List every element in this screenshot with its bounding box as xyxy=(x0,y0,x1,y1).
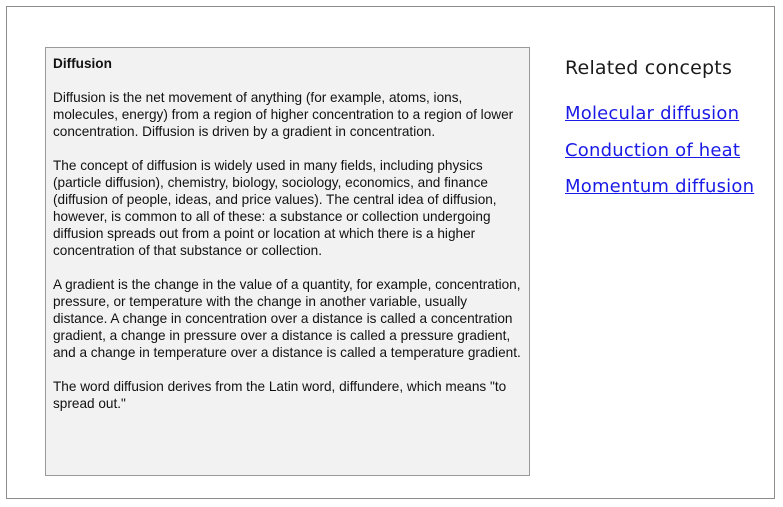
page-frame xyxy=(6,6,775,499)
article-panel xyxy=(45,47,530,476)
link-conduction-of-heat[interactable]: Conduction of heat xyxy=(565,139,741,161)
related-concepts-panel xyxy=(565,57,775,213)
article-paragraph: The concept of diffusion is widely used in many fields, including physics (particle diffusion), chemistry, biology, sociology, economics, and finance (diffusion of people, ideas, and price values). The central idea of diffusion, however, is common to all of these: a substance or collection undergoing diffusion spreads out from a point or location at which there is a higher concentration of that substance or collection. xyxy=(53,158,497,258)
link-momentum-diffusion[interactable]: Momentum diffusion xyxy=(565,176,755,197)
related-concepts-heading: Related concepts xyxy=(565,57,733,79)
article-title: Diffusion xyxy=(53,56,112,71)
link-molecular-diffusion[interactable]: Molecular diffusion xyxy=(565,103,740,124)
article-paragraph: Diffusion is the net movement of anything (for example, atoms, ions, molecules, energy) from a region of higher concentration to a region of lower concentration. Diffusion is driven by a gradient in concentration. xyxy=(53,90,514,139)
article-paragraph: The word diffusion derives from the Latin word, diffundere, which means "to spread out." xyxy=(53,379,507,411)
article-paragraph: A gradient is the change in the value of a quantity, for example, concentration, pressure, or temperature with the change in another variable, usually distance. A change in concentration over a distance is called a concentration gradient, a change in pressure over a distance is called a pressure gradient, and a change in temperature over a distance is called a temperature gradient. xyxy=(53,277,521,360)
